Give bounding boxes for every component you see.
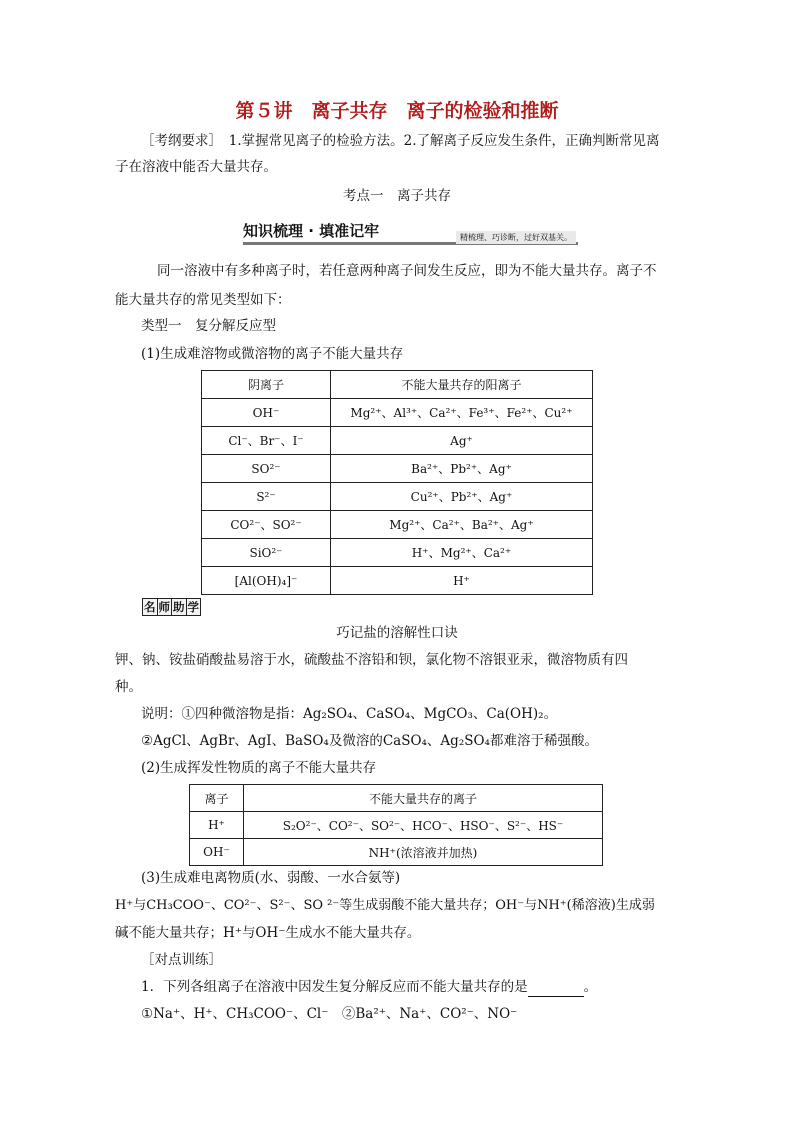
table-header-row xyxy=(190,785,603,812)
page-title: 第５讲 离子共存 离子的检验和推断 xyxy=(235,100,559,122)
table-header: 不能大量共存的离子 xyxy=(244,785,603,812)
requirements-line-2: 子在溶液中能否大量共存。 xyxy=(115,159,277,175)
table-cell: SiO²⁻ xyxy=(202,539,331,567)
table-row xyxy=(190,812,603,839)
sub-heading-3: (3)生成难电离物质(水、弱酸、一水合氨等) xyxy=(141,870,401,886)
answer-blank[interactable] xyxy=(528,982,584,997)
table-row xyxy=(202,455,593,483)
table-cell: H⁺ xyxy=(190,812,244,839)
table-cell: SO²⁻ xyxy=(202,455,331,483)
badge-char: 学 xyxy=(187,600,199,614)
table-cell: Mg²⁺、Al³⁺、Ca²⁺、Fe³⁺、Fe²⁺、Cu²⁺ xyxy=(331,399,593,427)
table-row xyxy=(190,839,603,866)
badge-char: 师 xyxy=(158,600,170,614)
note-1: 说明：①四种微溶物是指：Ag₂SO₄、CaSO₄、MgCO₃、Ca(OH)₂。 xyxy=(141,706,558,722)
sub-heading-2: (2)生成挥发性物质的离子不能大量共存 xyxy=(141,760,377,776)
table-header: 不能大量共存的阳离子 xyxy=(331,371,593,399)
knowledge-bar-title: 知识梳理 · 填准记牢 xyxy=(243,222,380,240)
table-cell: Cu²⁺、Pb²⁺、Ag⁺ xyxy=(331,483,593,511)
table-cell: S₂O²⁻、CO²⁻、SO²⁻、HCO⁻、HSO⁻、S²⁻、HS⁻ xyxy=(244,812,603,839)
badge-char: 助 xyxy=(173,600,185,614)
table-row xyxy=(202,511,593,539)
teacher-tip-badge xyxy=(142,598,200,616)
practice-heading: ［对点训练］ xyxy=(141,952,222,968)
table-cell: OH⁻ xyxy=(190,839,244,866)
table-row xyxy=(202,427,593,455)
table-header: 离子 xyxy=(190,785,244,812)
para-3-line-2: 碱不能大量共存；H⁺与OH⁻生成水不能大量共存。 xyxy=(115,925,421,941)
table-cell: H⁺、Mg²⁺、Ca²⁺ xyxy=(331,539,593,567)
mnemonic-line-2: 种。 xyxy=(115,679,142,695)
requirements-line-1: ［考纲要求］ 1.掌握常见离子的检验方法。2.了解离子反应发生条件，正确判断常见离 xyxy=(141,133,660,149)
badge-char: 名 xyxy=(144,600,156,614)
table-cell: CO²⁻、SO²⁻ xyxy=(202,511,331,539)
question-1 xyxy=(141,977,597,997)
table-header: 阴离子 xyxy=(202,371,331,399)
table-cell: Cl⁻、Br⁻、I⁻ xyxy=(202,427,331,455)
knowledge-bar xyxy=(243,220,578,246)
table-insoluble xyxy=(201,370,593,595)
type-one-heading: 类型一 复分解反应型 xyxy=(141,318,276,334)
table-cell: OH⁻ xyxy=(202,399,331,427)
mnemonic-title: 巧记盐的溶解性口诀 xyxy=(336,625,458,641)
note-2: ②AgCl、AgBr、AgI、BaSO₄及微溶的CaSO₄、Ag₂SO₄都难溶于稀强酸。 xyxy=(141,733,598,749)
knowledge-bar-subtitle: 精梳理、巧诊断，过好双基关。 xyxy=(456,231,576,244)
table-header-row xyxy=(202,371,593,399)
table-cell: Ag⁺ xyxy=(331,427,593,455)
table-row xyxy=(202,539,593,567)
table-row xyxy=(202,399,593,427)
table-cell: [Al(OH)₄]⁻ xyxy=(202,567,331,595)
section-title: 考点一 离子共存 xyxy=(343,188,451,204)
table-row xyxy=(202,567,593,595)
para-3-line-1: H⁺与CH₃COO⁻、CO²⁻、S²⁻、SO ²⁻等生成弱酸不能大量共存；OH⁻与NH⁺(稀溶液)生成弱 xyxy=(115,898,655,913)
table-cell: Mg²⁺、Ca²⁺、Ba²⁺、Ag⁺ xyxy=(331,511,593,539)
intro-line-1: 同一溶液中有多种离子时，若任意两种离子间发生反应，即为不能大量共存。离子不 xyxy=(157,263,657,279)
table-cell: H⁺ xyxy=(331,567,593,595)
intro-line-2: 能大量共存的常见类型如下： xyxy=(115,292,291,308)
mnemonic-line-1: 钾、钠、铵盐硝酸盐易溶于水，硫酸盐不溶铅和钡，氯化物不溶银亚汞，微溶物质有四 xyxy=(115,652,628,668)
table-cell: NH⁺(浓溶液并加热) xyxy=(244,839,603,866)
table-volatile xyxy=(189,784,603,866)
question-text: 1．下列各组离子在溶液中因发生复分解反应而不能大量共存的是 xyxy=(141,979,528,995)
table-cell: S²⁻ xyxy=(202,483,331,511)
question-options: ①Na⁺、H⁺、CH₃COO⁻、Cl⁻ ②Ba²⁺、Na⁺、CO²⁻、NO⁻ xyxy=(141,1006,518,1022)
question-end: 。 xyxy=(583,979,598,995)
table-row xyxy=(202,483,593,511)
sub-heading-1: (1)生成难溶物或微溶物的离子不能大量共存 xyxy=(141,346,404,362)
table-cell: Ba²⁺、Pb²⁺、Ag⁺ xyxy=(331,455,593,483)
